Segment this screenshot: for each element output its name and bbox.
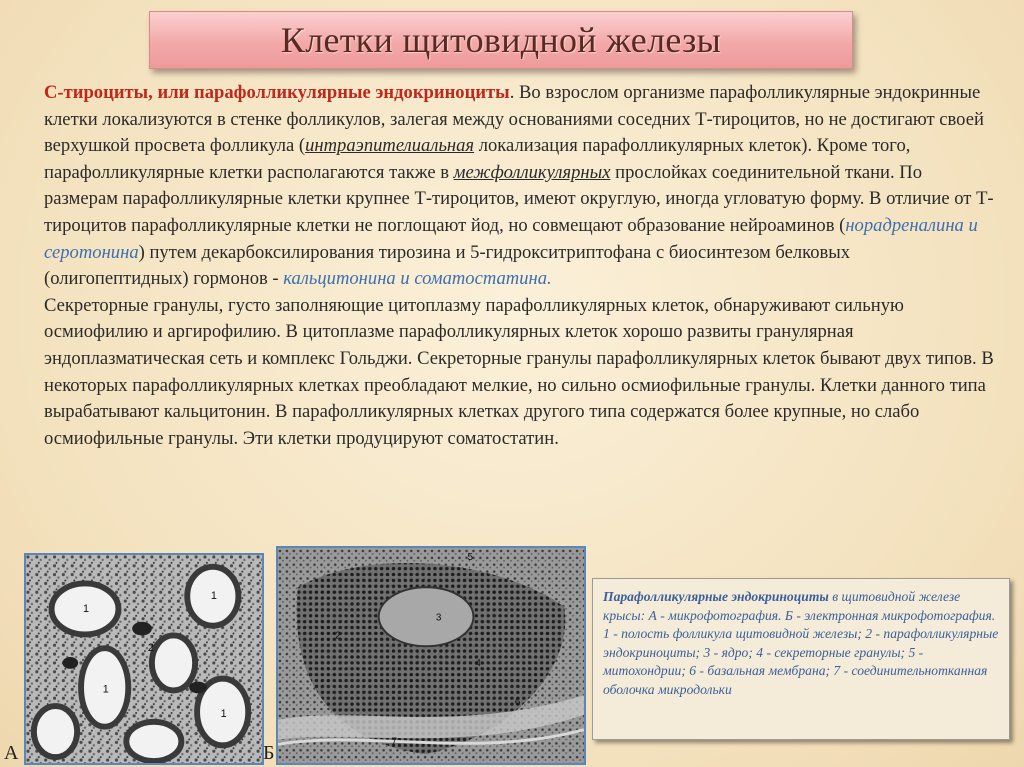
micro-b-number: 2 <box>335 630 341 642</box>
image-label-a: А <box>4 742 19 764</box>
image-label-b: Б <box>263 742 275 764</box>
caption-text: в щитовидной железе крысы: А - микрофотография. Б - электронная микрофотография. 1 - полость фолликула щитовидной железы; 2 - парафолликулярные эндокриноциты; 3 - ядро; 4 - секреторные гранулы; 5 - митохондрии; 6 - базальная мембрана; 7 - соединительнотканная оболочка микродольки <box>603 589 999 697</box>
term-hormones: кальцитонина и соматостатина. <box>283 268 552 290</box>
micro-b-number: 6 <box>514 697 521 709</box>
paragraph-2: Секреторные гранулы, густо заполняющие цитоплазму парафолликулярных клеток, обнаруживают сильную осмиофилию и аргирофилию. В цитоплазме парафолликулярных клеток хорошо развиты гранулярная эндоплазматическая сеть и комплекс Гольджи. Секреторные гранулы парафолликулярных клеток бывают двух типов. В некоторых парафолликулярных клетках преобладают мелкие, но сильно осмиофильные гранулы. Клетки данного типа вырабатывают кальцитонин. В парафолликулярных клетках другого типа содержатся более крупные, но слабо осмиофильные гранулы. Эти клетки продуцируют соматостатин. <box>44 294 994 449</box>
p1-text-2: локализация парафолликулярных клеток). Кроме того, парафолликулярные клетки располагаются также в <box>44 135 911 183</box>
micro-a-number: 2 <box>147 642 154 655</box>
caption-title: Парафолликулярные эндокриноциты <box>603 589 829 604</box>
term-intraepithelial: интраэпителиальная <box>305 135 475 157</box>
term-neuroamines: норадреналина и серотонина <box>44 214 978 263</box>
figure-caption <box>592 578 1010 740</box>
micro-a-number: 1 <box>220 707 227 720</box>
slide-title: Клетки щитовидной железы <box>280 20 722 60</box>
micro-b-number: 7 <box>391 736 397 748</box>
term-interfollicular: межфолликулярных <box>453 161 611 183</box>
micro-b-number: 5 <box>467 551 474 563</box>
paragraph-1 <box>44 80 994 293</box>
micro-b-number: 4 <box>475 657 481 669</box>
p1-text-3: прослойках соединительной ткани. По размерам парафолликулярные клетки крупнее Т-тироцитов, имеют округлую, иногда угловатую форму. В отличие от Т-тироцитов парафолликулярные клетки не поглощают йод, но совмещают образование нейроаминов ( <box>44 161 994 236</box>
micro-b-number: 3 <box>435 612 442 624</box>
title-banner <box>149 11 853 69</box>
micrograph-a <box>24 553 264 765</box>
micro-a-number: 1 <box>210 590 217 603</box>
lead-term: С-тироциты, или парафолликулярные эндокриноциты <box>44 82 510 103</box>
body-text <box>44 80 994 452</box>
micro-a-number: 1 <box>83 602 90 615</box>
p1-text-4: ) путем декарбоксилирования тирозина и 5-гидрокситриптофана с биосинтезом белковых (олигопептидных) гормонов - <box>44 241 851 290</box>
micrograph-a-image <box>26 555 262 763</box>
p1-text-1: . Во взрослом организме парафолликулярные эндокринные клетки локализуются в стенке фолликулов, залегая между основаниями соседних Т-тироцитов, но не достигают своей верхушкой просвета фолликула ( <box>44 82 984 157</box>
micro-a-number: 1 <box>102 683 109 696</box>
micrograph-b-image <box>278 548 584 763</box>
micrograph-b <box>276 546 586 765</box>
